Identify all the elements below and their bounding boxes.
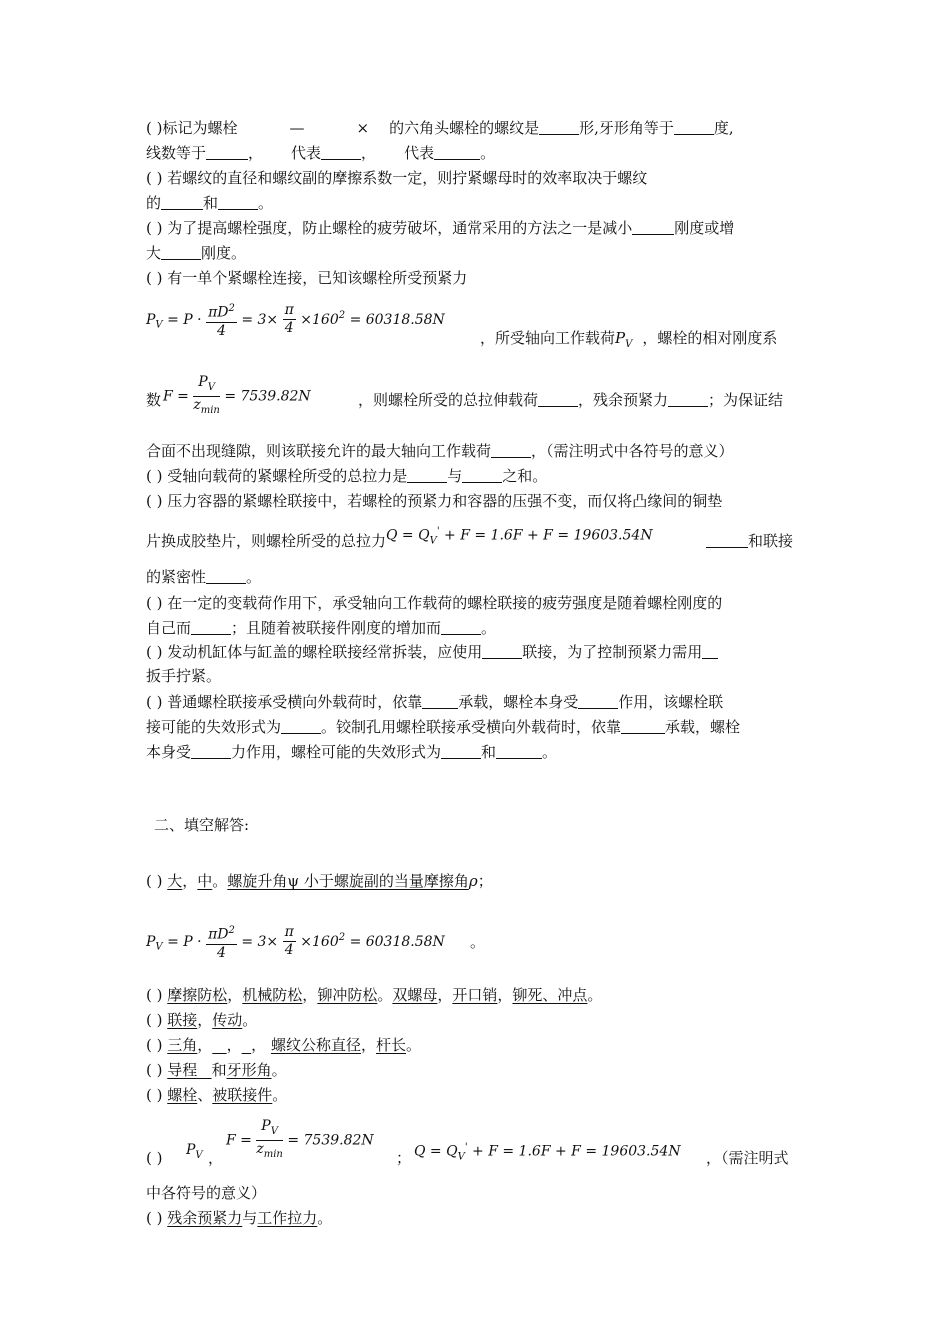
q9-line1: ( ) 普通螺栓联接承受横向外载荷时，依靠 承载，螺栓本身受 作用，该螺栓联 — [146, 693, 724, 711]
formula-total-force: $Q = Q_V' + F = 1.6F + F = 19603.54N$ — [386, 526, 653, 547]
answer-8-tail: ，（需注明式 — [706, 1149, 789, 1167]
answer-6: ( ) 导程 和牙形角。 — [146, 1061, 287, 1079]
q8-line2: 扳手拧紧。 — [146, 667, 222, 685]
q7-line2: 自己而 ；且随着被联接件刚度的增加而 。 — [146, 619, 497, 637]
answer-2-tail: 。 — [470, 933, 486, 951]
q8-line1: ( ) 发动机缸体与缸盖的螺栓联接经常拆装，应使用 联接，为了控制预紧力需用 — [146, 642, 718, 662]
q7-line1: ( ) 在一定的变载荷作用下，承受轴向工作载荷的螺栓联接的疲劳强度是随着螺栓刚度的 — [146, 594, 723, 612]
q6-line2: 片换成胶垫片，则螺栓所受的总拉力 — [146, 532, 387, 550]
formula-stiffness: F = $\frac{P_V}{z_{min}}$ = 7539.82N — [163, 374, 311, 416]
q6-line2-tail: 和联接 — [706, 531, 793, 551]
q4-line3-b: ，则螺栓所受的总拉伸载荷 ，残余预紧力 ；为保证结 — [358, 391, 784, 409]
q3-line2: 大 刚度。 — [146, 244, 247, 262]
q2-line2: 的 和 。 — [146, 194, 274, 212]
q3-line1: ( ) 为了提高螺栓强度，防止螺栓的疲劳破坏，通常采用的方法之一是减小 刚度或增 — [146, 219, 735, 237]
formula-preload: $P_V = P$ · $\frac{\pi D^2}{4}$ = 3× $\frac{\pi}{4}$ $\times 160^2 = 60318.58N$ — [146, 300, 445, 340]
q9-line2: 接可能的失效形式为 。铰制孔用螺栓联接承受横向外载荷时，依靠 承载，螺栓 — [146, 718, 741, 736]
answer-3: ( ) 摩擦防松，机械防松，铆冲防松。双螺母，开口销，铆死、冲点。 — [146, 986, 603, 1004]
q4-line2-tail: ，所受轴向工作载荷$P_V$ ，螺栓的相对刚度系 — [480, 329, 778, 350]
blank — [674, 120, 714, 135]
answers-heading: 二、填空解答: — [154, 816, 250, 834]
answer-8-pre: ( ) — [146, 1149, 163, 1167]
q4-line4: 合面不出现缝隙，则该联接允许的最大轴向工作载荷 ，（需注明式中各符号的意义） — [146, 442, 734, 460]
answer-8-formula-F: F = $\frac{P_V}{z_{min}}$ = 7539.82N — [226, 1118, 374, 1160]
answer-9: ( ) 残余预紧力与工作拉力。 — [146, 1209, 333, 1227]
answer-4: ( ) 联接，传动。 — [146, 1011, 258, 1029]
q6-line1: ( ) 压力容器的紧螺栓联接中，若螺栓的预紧力和容器的压强不变，而仅将凸缘间的铜垫 — [146, 492, 723, 510]
answer-8-comma: ， — [208, 1149, 224, 1167]
q4-line1: ( ) 有一单个紧螺栓连接，已知该螺栓所受预紧力 — [146, 269, 468, 287]
answer-8-formula-Q: $Q = Q_V' + F = 1.6F + F = 19603.54N$ — [414, 1142, 681, 1163]
blank — [539, 120, 579, 135]
answer-8-line2: 中各符号的意义） — [146, 1184, 267, 1202]
q9-line3: 本身受 力作用，螺栓可能的失效形式为 和 。 — [146, 743, 558, 761]
answer-8-pv: $P_V$ — [186, 1142, 203, 1161]
q5-line1: ( ) 受轴向载荷的紧螺栓所受的总拉力是 与 之和。 — [146, 467, 548, 485]
q6-line3: 的紧密性 。 — [146, 568, 262, 586]
answer-formula-preload: $P_V = P$ · $\frac{\pi D^2}{4}$ = 3× $\frac{\pi}{4}$ $\times 160^2 = 60318.58N$ — [146, 922, 445, 962]
q1-line1: ( )标记为螺栓 — × 的六角头螺栓的螺纹是 形,牙形角等于 度, — [146, 119, 734, 137]
answer-1: ( ) 大，中。螺旋升角ψ 小于螺旋副的当量摩擦角ρ； — [146, 872, 493, 890]
answer-5: ( ) 三角， ， ， 螺纹公称直径，杆长。 — [146, 1036, 421, 1054]
answer-7: ( ) 螺栓、被联接件。 — [146, 1086, 288, 1104]
q2-line1: ( ) 若螺纹的直径和螺纹副的摩擦系数一定，则拧紧螺母时的效率取决于螺纹 — [146, 169, 648, 187]
q1-line2: 线数等于 ， 代表 ， 代表 。 — [146, 144, 496, 162]
q4-line3-a: 数 — [146, 391, 162, 409]
answer-8-semi: ； — [396, 1149, 412, 1167]
